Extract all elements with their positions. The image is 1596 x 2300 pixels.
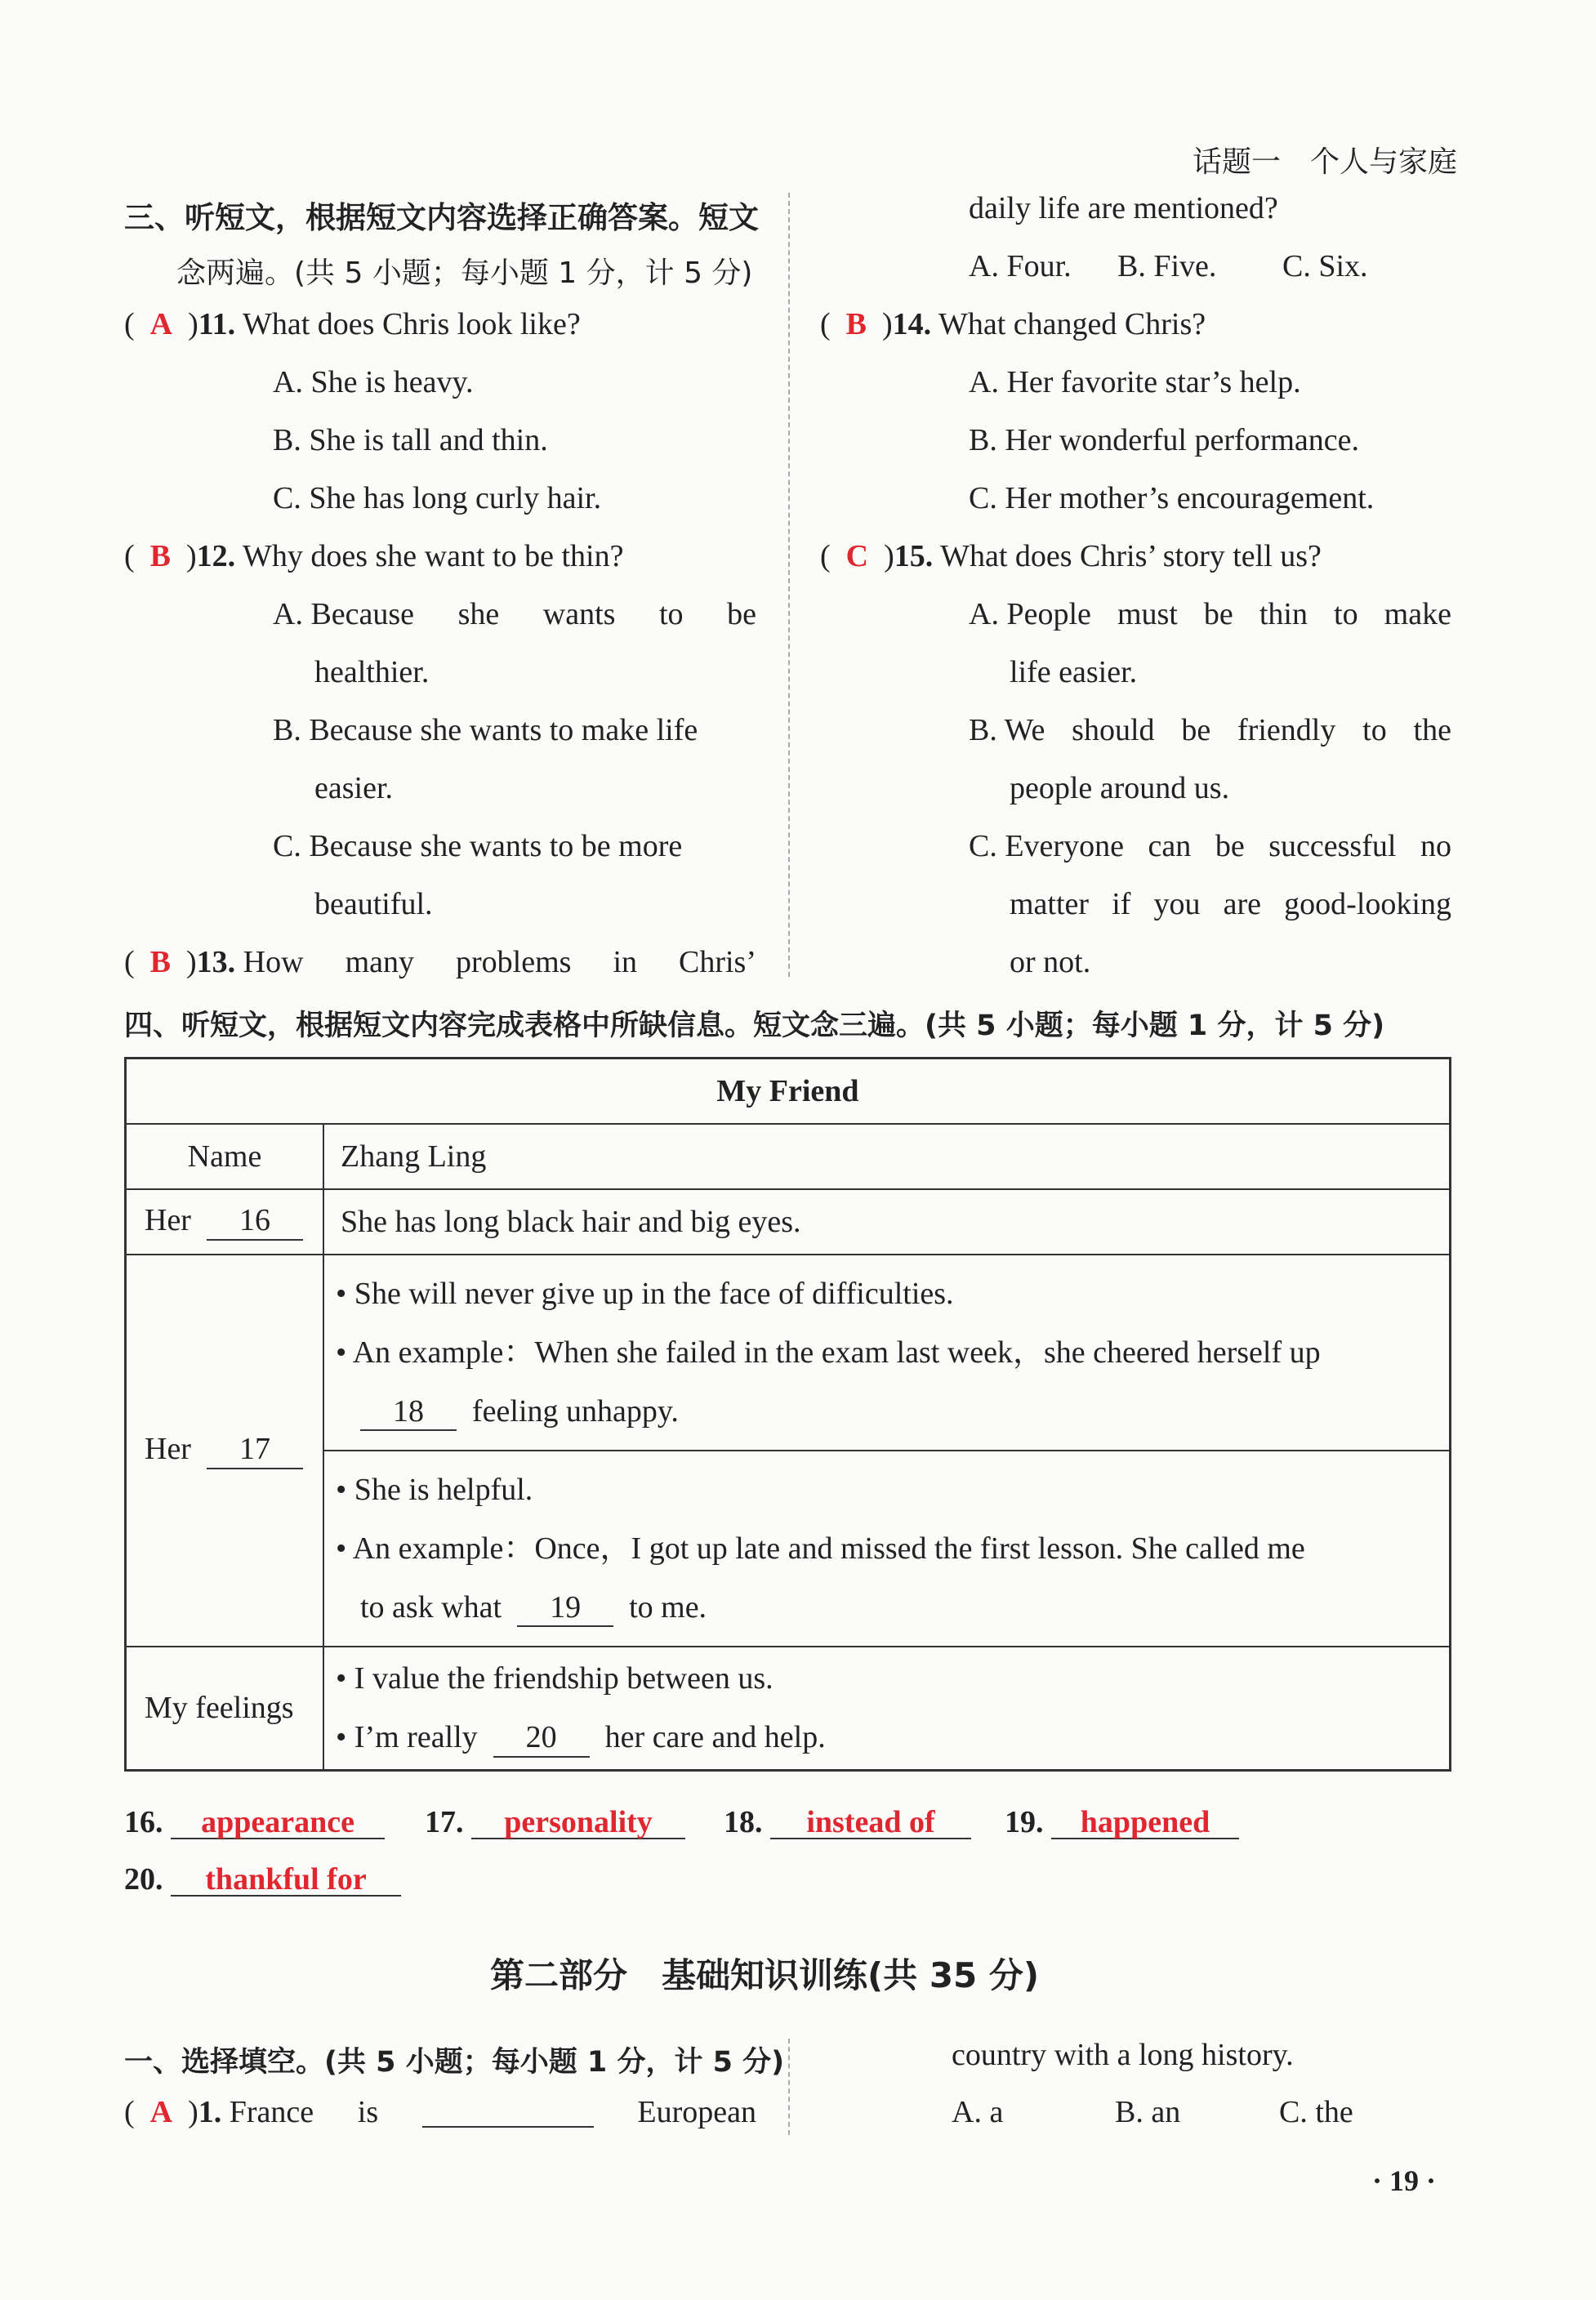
ans-num-16: 16. xyxy=(124,1805,163,1839)
answer-text-20: thankful for xyxy=(171,1864,401,1897)
part2-question-1-cont: country with a long history. xyxy=(952,2038,1294,2072)
part2-option-c: C. the xyxy=(1279,2095,1353,2129)
column-divider-bottom xyxy=(788,2039,790,2135)
word: should xyxy=(1072,713,1155,747)
word: to xyxy=(1334,597,1358,631)
page-number: · 19 · xyxy=(1372,2164,1437,2197)
word: the xyxy=(1413,713,1451,747)
option-13b: B. Five. xyxy=(1117,249,1217,283)
answer-11: A xyxy=(149,307,173,341)
ans-num-20: 20. xyxy=(124,1862,163,1897)
row2-text: She has long black hair and big eyes. xyxy=(323,1189,1451,1255)
part2-answer-1: A xyxy=(149,2095,173,2129)
option-15c xyxy=(969,831,1451,862)
option-15b-cont: people around us. xyxy=(1010,771,1230,805)
option-15a-cont: life easier. xyxy=(1010,655,1138,689)
word: can xyxy=(1148,829,1192,863)
option-13a: A. Four. xyxy=(969,249,1072,283)
stem-12: Why does she want to be thin? xyxy=(243,539,624,573)
section3-title-line2: 念两遍。(共 5 小题；每小题 1 分，计 5 分) xyxy=(176,256,753,290)
row4-bullet2: • An example：Once，I got up late and missed the first lesson. She called me xyxy=(336,1531,1305,1566)
option-15c-line2 xyxy=(1010,889,1451,920)
answer-13: B xyxy=(149,945,172,979)
row5-end: her care and help. xyxy=(604,1720,826,1755)
stem-14: What changed Chris? xyxy=(938,307,1206,341)
her-label: Her xyxy=(145,1432,191,1467)
word: you xyxy=(1153,887,1201,921)
row5-cell xyxy=(323,1647,1451,1771)
row4-pre: to ask what xyxy=(360,1589,502,1625)
part2-option-b: B. an xyxy=(1115,2095,1181,2129)
option-14a: A. Her favorite star’s help. xyxy=(969,365,1301,399)
option-11a: A. She is heavy. xyxy=(273,365,474,399)
fill-blank xyxy=(422,2102,594,2128)
table-caption: My Friend xyxy=(126,1059,1451,1124)
word: European xyxy=(637,2095,756,2129)
word: no xyxy=(1420,829,1451,863)
name-label: Name xyxy=(126,1124,324,1189)
column-divider xyxy=(788,193,790,977)
word: are xyxy=(1223,887,1262,921)
qnum-15: 15. xyxy=(894,539,934,573)
word: successful xyxy=(1268,829,1397,863)
option-15c-cont: or not. xyxy=(1010,945,1091,979)
option-13c: C. Six. xyxy=(1282,249,1368,283)
row4-end: to me. xyxy=(629,1589,707,1625)
stem-15: What does Chris’ story tell us? xyxy=(940,539,1322,573)
answer-12: B xyxy=(149,539,172,573)
question-14: ( B )14. What changed Chris? xyxy=(820,307,1206,341)
row4-bullet1: • She is helpful. xyxy=(336,1472,533,1507)
question-13: ( B )13. How many problems in Chris’ xyxy=(124,945,756,979)
row3-line3 xyxy=(336,1382,1441,1441)
option-14c: C. Her mother’s encouragement. xyxy=(969,481,1375,515)
name-value: Zhang Ling xyxy=(323,1124,1451,1189)
my-friend-table xyxy=(124,1057,1451,1772)
question-12: ( B )12. Why does she want to be thin? xyxy=(124,539,624,573)
option-12a-cont: healthier. xyxy=(314,655,430,689)
option-12b: B. Because she wants to make life xyxy=(273,713,698,747)
answer-row-18 xyxy=(724,1807,971,1839)
word: B. We xyxy=(969,713,1045,747)
answer-row-20 xyxy=(124,1864,401,1897)
part2-title: 第二部分 基础知识训练(共 35 分) xyxy=(490,1955,1040,1995)
question-11: ( A )11. What does Chris look like? xyxy=(124,307,581,341)
her-label: Her xyxy=(145,1203,191,1238)
part2-sec1-title: 一、选择填空。(共 5 小题；每小题 1 分，计 5 分) xyxy=(124,2046,785,2079)
qnum-12: 12. xyxy=(196,539,236,573)
ans-num-19: 19. xyxy=(1005,1805,1044,1839)
row5-pre: • I’m really xyxy=(336,1720,478,1755)
qnum-11: 11. xyxy=(198,307,236,341)
section4-title: 四、听短文，根据短文内容完成表格中所缺信息。短文念三遍。(共 5 小题；每小题 1 分，计 5 分) xyxy=(124,1010,1385,1042)
part2-question-1: ( A )1. France is European xyxy=(124,2095,756,2129)
option-12b-cont: easier. xyxy=(314,771,394,805)
row-her-17 xyxy=(126,1255,324,1647)
part2-qnum-1: 1. xyxy=(198,2095,222,2129)
word: friendly xyxy=(1237,713,1336,747)
word: many xyxy=(345,945,414,979)
word: is xyxy=(357,2095,379,2129)
option-12a xyxy=(273,599,756,630)
word: How xyxy=(243,945,304,979)
option-12c-cont: beautiful. xyxy=(314,887,433,921)
blank-16: 16 xyxy=(207,1203,303,1241)
answer-text-17: personality xyxy=(471,1807,685,1839)
word: Chris’ xyxy=(679,945,756,979)
word: she xyxy=(457,597,500,631)
option-11b: B. She is tall and thin. xyxy=(273,423,548,457)
ans-num-17: 17. xyxy=(425,1805,464,1839)
answer-text-18: instead of xyxy=(770,1807,971,1839)
word: in xyxy=(613,945,637,979)
option-15a xyxy=(969,599,1451,630)
word: A. People xyxy=(969,597,1091,631)
word: thin xyxy=(1259,597,1308,631)
row5-bullet2 xyxy=(336,1708,1449,1767)
word: be xyxy=(1203,597,1233,631)
word: be xyxy=(1181,713,1211,747)
blank-20: 20 xyxy=(493,1720,590,1758)
row5-bullet1: • I value the friendship between us. xyxy=(336,1661,773,1696)
word: wants xyxy=(542,597,616,631)
word: if xyxy=(1112,887,1131,921)
option-11c: C. She has long curly hair. xyxy=(273,481,602,515)
row4-cell xyxy=(323,1451,1451,1647)
row-her-16 xyxy=(126,1189,324,1255)
qnum-13: 13. xyxy=(196,945,236,979)
answer-text-19: happened xyxy=(1051,1807,1239,1839)
answer-text-16: appearance xyxy=(171,1807,385,1839)
topic-header: 话题一 个人与家庭 xyxy=(1193,145,1458,179)
blank-19: 19 xyxy=(517,1590,613,1628)
option-15b xyxy=(969,715,1451,746)
answer-row-17 xyxy=(425,1807,685,1839)
word: to xyxy=(1362,713,1387,747)
blank-18: 18 xyxy=(360,1394,457,1432)
word: A. Because xyxy=(273,597,415,631)
question-15: ( C )15. What does Chris’ story tell us? xyxy=(820,539,1322,573)
ans-num-18: 18. xyxy=(724,1805,763,1839)
answer-15: C xyxy=(845,539,869,573)
row3-bullet1: • She will never give up in the face of difficulties. xyxy=(336,1276,954,1311)
feelings-label: My feelings xyxy=(126,1647,324,1771)
section3-title-line1: 三、听短文，根据短文内容选择正确答案。短文 xyxy=(124,200,759,235)
row4-line3 xyxy=(336,1578,1441,1637)
row3-bullet2: • An example：When she failed in the exam last week，she cheered herself up xyxy=(336,1335,1321,1370)
word: C. Everyone xyxy=(969,829,1124,863)
part2-option-a: A. a xyxy=(952,2095,1004,2129)
question-13-cont: daily life are mentioned? xyxy=(969,191,1278,225)
option-14b: B. Her wonderful performance. xyxy=(969,423,1359,457)
stem-11: What does Chris look like? xyxy=(243,307,581,341)
word: to xyxy=(659,597,684,631)
answer-row-16 xyxy=(124,1807,385,1839)
word: be xyxy=(727,597,756,631)
word: matter xyxy=(1010,887,1090,921)
row3-end: feeling unhappy. xyxy=(472,1393,679,1429)
answer-row-19 xyxy=(1005,1807,1239,1839)
blank-17: 17 xyxy=(207,1432,303,1469)
word: problems xyxy=(456,945,572,979)
option-12c: C. Because she wants to be more xyxy=(273,829,683,863)
word: France xyxy=(229,2095,314,2129)
qnum-14: 14. xyxy=(892,307,932,341)
word: be xyxy=(1215,829,1245,863)
row3-cell xyxy=(323,1255,1451,1451)
word: make xyxy=(1384,597,1451,631)
word: good-looking xyxy=(1284,887,1451,921)
answer-14: B xyxy=(845,307,867,341)
word: must xyxy=(1117,597,1178,631)
